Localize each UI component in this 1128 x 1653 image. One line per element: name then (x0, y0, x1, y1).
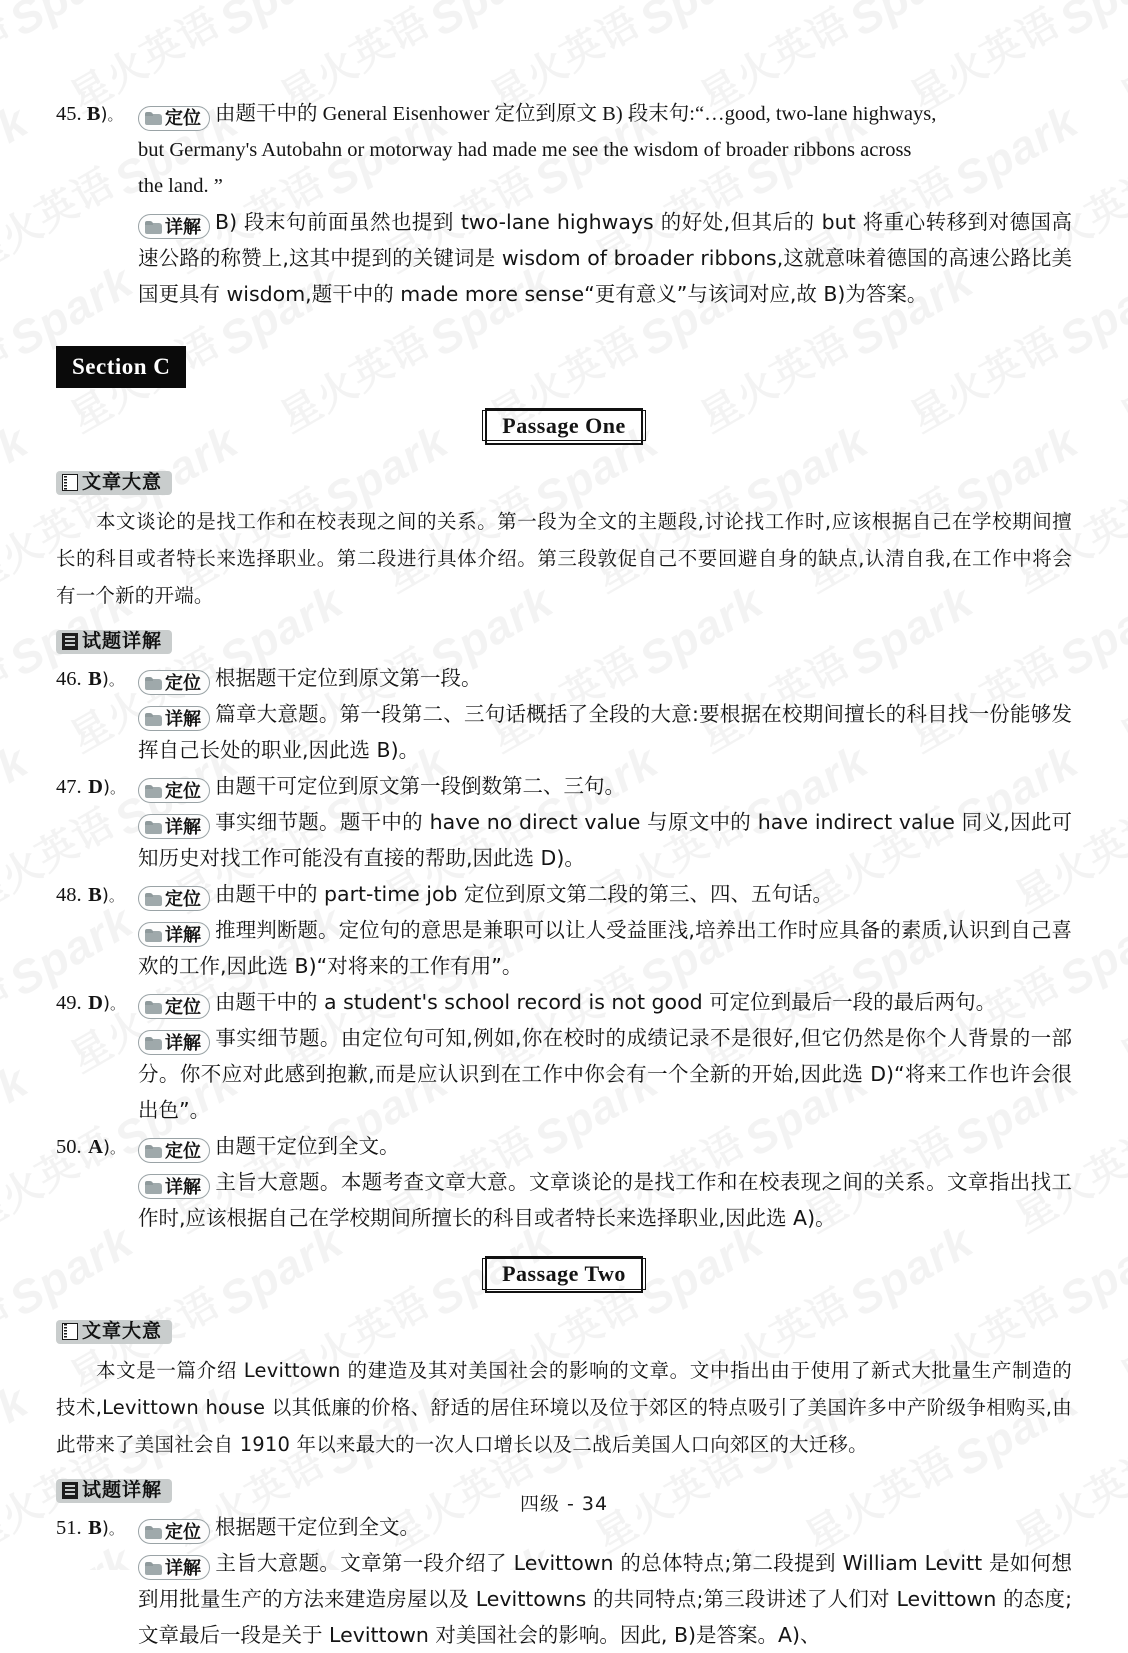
locate-badge (138, 106, 210, 131)
question-locate-line (56, 660, 1072, 696)
locate-badge (138, 778, 210, 803)
q-dot: 。 (108, 671, 124, 690)
folder-icon (145, 1037, 162, 1050)
question-locate-line (56, 984, 1072, 1020)
detail-badge-label: 详解 (165, 925, 201, 947)
q-paren: ) (102, 993, 110, 1015)
q-paren: ) (101, 885, 109, 907)
detail-badge-label: 详解 (165, 709, 201, 731)
analysis-badge-label: 试题详解 (82, 630, 163, 653)
question-detail-line (56, 804, 1072, 876)
q-detail-text: 主旨大意题。文章第一段介绍了 Levittown 的总体特点;第二段提到 William Levitt 是如何想到用批量生产的方法来建造房屋以及 Levittowns 的共同特点;第三段讲述了人们对 Levittown 的态度;文章最后一段是关于 Levittown 对美国社会的影响。因此, B)是答案。A)、 (138, 1550, 1072, 1647)
locate-badge-label: 定位 (165, 108, 201, 129)
q-detail-text: 篇章大意题。第一段第二、三句话概括了全段的大意:要根据在校期间擅长的科目找一份能够发挥自己长处的职业,因此选 B)。 (138, 702, 1072, 763)
q-dot: 。 (110, 779, 126, 798)
q-num-text: 49. (56, 992, 82, 1015)
locate-badge (138, 994, 210, 1019)
q-answer-letter: B (88, 668, 102, 691)
question-detail-line (56, 1164, 1072, 1236)
q45-num-text: 45. (56, 103, 82, 125)
gist-badge-label: 文章大意 (82, 471, 163, 494)
passage-one-gist-section (56, 455, 1072, 614)
folder-icon (145, 785, 162, 798)
locate-badge-label: 定位 (165, 673, 201, 695)
q45-detail-block (56, 204, 1072, 312)
q-num-text: 51. (56, 1516, 82, 1539)
q-paren: ) (102, 1137, 110, 1159)
question-detail-line (56, 696, 1072, 768)
q-answer-letter: D (88, 776, 103, 799)
questions-list-passage-one (56, 660, 1072, 1236)
passage-one-gist-paragraph: 本文谈论的是找工作和在校表现之间的关系。第一段为全文的主题段,讨论找工作时,应该根据自己在学校期间擅长的科目或者特长来选择职业。第二段进行具体介绍。第三段敦促自己不要回避自身的缺点,认清自我,在工作中将会有一个新的开端。 (56, 510, 1072, 608)
q-locate-text: 由题干中的 part-time job 定位到原文第二段的第三、四、五句话。 (215, 882, 834, 907)
page-footer: 四级 - 34 (519, 1493, 609, 1515)
q-answer-letter: A (88, 1136, 103, 1159)
q45-locate-line2: but Germany's Autobahn or motorway had made me see the wisdom of broader ribbons across (138, 139, 912, 161)
doc-lines-icon (62, 633, 78, 650)
detail-badge (138, 814, 210, 839)
q-answer-letter: B (88, 1516, 102, 1539)
answer-entry-50 (56, 1128, 1072, 1236)
locate-badge (138, 1519, 210, 1544)
folder-icon (145, 713, 162, 726)
passage-one-heading (56, 410, 1072, 441)
locate-badge (138, 670, 210, 695)
question-number (56, 984, 134, 1022)
gist-badge-label: 文章大意 (82, 1319, 163, 1342)
detail-badge-label: 详解 (165, 817, 201, 839)
q-dot: 。 (108, 1519, 124, 1538)
passage-two-heading (56, 1258, 1072, 1289)
detail-badge (138, 706, 210, 731)
answer-entry-46 (56, 660, 1072, 768)
q-dot: 。 (110, 995, 126, 1014)
folder-icon (145, 893, 162, 906)
question-number (56, 768, 134, 806)
q-num-text: 47. (56, 776, 82, 799)
locate-badge-label: 定位 (165, 1521, 201, 1543)
q-locate-text: 由题干中的 a student's school record is not good 可定位到最后一段的最后两句。 (215, 990, 997, 1015)
detail-badge-label: 详解 (165, 1033, 201, 1055)
detail-badge (138, 1174, 210, 1199)
passage-one-box (482, 410, 645, 441)
question-45-locate-line (56, 96, 1072, 132)
gist-badge (56, 1320, 172, 1344)
passage-two-gist-paragraph: 本文是一篇介绍 Levittown 的建造及其对美国社会的影响的文章。文中指出由于使用了新式大批量生产制造的技术,Levittown house 以其低廉的价格、舒适的居住环境以及位于郊区的特点吸引了美国许多中产阶级争相购买,由此带来了美国社会自 1910 年以来最大的一次人口增长以及二战后美国人口向郊区的大迁移。 (56, 1358, 1072, 1456)
q45-answer-letter: B (86, 103, 101, 125)
q45-detail-text: B) 段末句前面虽然也提到 two-lane highways 的好处,但其后的 but 将重心转移到对德国高速公路的称赞上,这其中提到的关键词是 wisdom of broader ribbons,这就意味着德国的高速公路比美国更具有 wisdom,题干中的 made more sense“更有意义”与该词对应,故 B)为答案。 (138, 210, 1072, 306)
q-locate-text: 由题干定位到全文。 (215, 1134, 400, 1159)
q-dot: 。 (108, 887, 124, 906)
q-locate-text: 根据题干定位到原文第一段。 (215, 666, 482, 691)
q-locate-text: 根据题干定位到全文。 (215, 1514, 420, 1539)
notebook-icon (62, 474, 78, 491)
q-paren: ) (101, 1517, 109, 1539)
answer-entry-48 (56, 876, 1072, 984)
gist-badge (56, 471, 172, 495)
answer-entry-49 (56, 984, 1072, 1128)
detail-badge-label: 详解 (165, 217, 201, 238)
q45-paren: ) (100, 104, 108, 125)
question-number (56, 1128, 134, 1166)
q-answer-letter: B (88, 884, 102, 907)
q-num-text: 48. (56, 884, 82, 907)
detail-badge (138, 922, 210, 947)
detail-badge (138, 1030, 210, 1055)
detail-badge (138, 214, 210, 239)
q45-dot: 。 (107, 106, 123, 124)
questions-list-passage-two (56, 1509, 1072, 1653)
q-detail-text: 主旨大意题。本题考查文章大意。文章谈论的是找工作和在校表现之间的关系。文章指出找工作时,应该根据自己在学校期间所擅长的科目或者特长来选择职业,因此选 A)。 (138, 1170, 1072, 1231)
q-answer-letter: D (88, 992, 103, 1015)
notebook-icon (62, 1323, 78, 1340)
passage-one-title: Passage One (485, 408, 642, 445)
folder-icon (145, 112, 162, 125)
q-detail-text: 推理判断题。定位句的意思是兼职可以让人受益匪浅,培养出工作时应具备的素质,认识到自己喜欢的工作,因此选 B)“对将来的工作有用”。 (138, 918, 1072, 979)
q-dot: 。 (110, 1139, 126, 1158)
question-number (56, 876, 134, 914)
question-detail-line (56, 912, 1072, 984)
question-locate-line (56, 1128, 1072, 1164)
folder-icon (145, 1145, 162, 1158)
folder-icon (145, 1526, 162, 1539)
analysis-badge (56, 630, 172, 654)
folder-icon (145, 1562, 162, 1575)
folder-icon (145, 1181, 162, 1194)
folder-icon (145, 821, 162, 834)
folder-icon (145, 221, 162, 234)
question-number (56, 660, 134, 698)
q-detail-text: 事实细节题。由定位句可知,例如,你在校时的成绩记录不是很好,但它仍然是你个人背景的一部分。你不应对此感到抱歉,而是应认识到在工作中你会有一个全新的开始,因此选 D)“将来工作也许会很出色”。 (138, 1026, 1072, 1123)
detail-badge-label: 详解 (165, 1557, 201, 1579)
detail-badge (138, 1555, 210, 1580)
answer-entry-47 (56, 768, 1072, 876)
analysis-badge-label: 试题详解 (82, 1478, 163, 1501)
locate-badge-label: 定位 (165, 889, 201, 911)
answer-entry-45 (56, 96, 1072, 312)
passage-one-analysis-section (56, 614, 1072, 660)
folder-icon (145, 677, 162, 690)
passage-two-gist-section (56, 1304, 1072, 1463)
folder-icon (145, 929, 162, 942)
passage-two-box (482, 1258, 646, 1289)
question-detail-line (56, 1020, 1072, 1128)
locate-badge-label: 定位 (165, 997, 201, 1019)
question-locate-line (56, 876, 1072, 912)
locate-badge-label: 定位 (165, 781, 201, 803)
locate-badge-label: 定位 (165, 1141, 201, 1163)
q45-locate-text: 由题干中的 General Eisenhower 定位到原文 B) 段末句:“…good, two-lane highways, (215, 103, 937, 125)
section-header-row (56, 346, 1072, 388)
locate-badge (138, 1138, 210, 1163)
folder-icon (145, 1001, 162, 1014)
answer-entry-51 (56, 1509, 1072, 1653)
q-num-text: 46. (56, 668, 82, 691)
detail-badge-label: 详解 (165, 1177, 201, 1199)
q-paren: ) (101, 669, 109, 691)
q-detail-text: 事实细节题。题干中的 have no direct value 与原文中的 have indirect value 同义,因此可知历史对找工作可能没有直接的帮助,因此选 D)。 (138, 810, 1072, 871)
q-locate-text: 由题干可定位到原文第一段倒数第二、三句。 (215, 774, 625, 799)
q45-locate-line3: the land. ” (138, 175, 223, 197)
question-detail-line (56, 1545, 1072, 1653)
question-locate-line (56, 768, 1072, 804)
passage-two-title: Passage Two (485, 1256, 643, 1293)
q-num-text: 50. (56, 1136, 82, 1159)
section-c-label: Section C (56, 346, 186, 388)
q-paren: ) (102, 777, 110, 799)
question-45-number (56, 96, 134, 133)
locate-badge (138, 886, 210, 911)
